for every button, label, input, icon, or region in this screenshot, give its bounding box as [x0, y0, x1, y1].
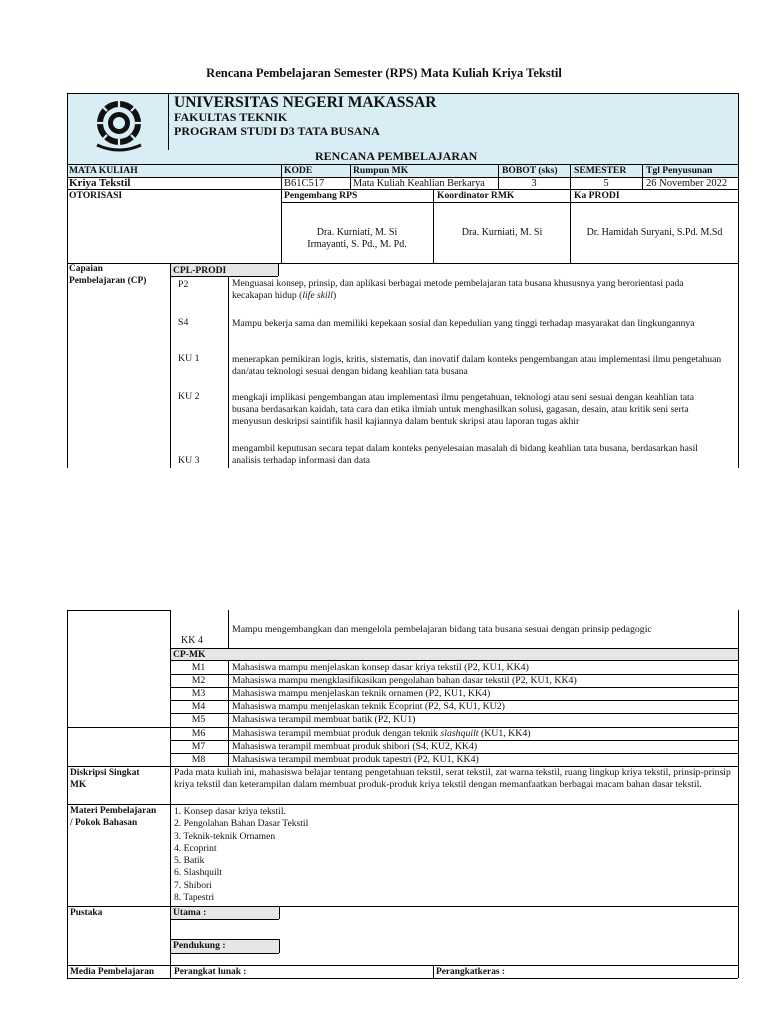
materi-label: Materi Pembelajaran: [70, 806, 157, 816]
cpl-code-p2: P2: [178, 279, 189, 290]
cpmk-text-m7: Mahasiswa terampil membuat produk shibori (S4, KU2, KK4): [232, 741, 478, 752]
label-semester: SEMESTER: [574, 165, 627, 176]
label-kode: KODE: [284, 165, 313, 176]
cpl-text-s4: Mampu bekerja sama dan memiliki kepekaan sosial dan kepedulian yang tinggi terhadap masyarakat dan lingkungannya: [232, 318, 695, 329]
cpmk-code-m3: M3: [191, 688, 206, 699]
materi-label-2: / Pokok Bahasan: [70, 818, 138, 828]
cpmk-text-m3: Mahasiswa mampu menjelaskan teknik ornamen (P2, KU1, KK4): [232, 688, 491, 699]
deskripsi-text: Pada mata kuliah ini, mahasiswa belajar tentang pengetahuan tekstil, serat tekstil, zat warna tekstil, ruang lingkup kriya tekstil, prinsip-prinsip kriya tekstil dan keterampilan dalam membuat produk-produk kriya tekstil dengan memanfaatkan berbagai macam bahan dasar tekstil.: [174, 767, 731, 791]
cpmk-code-m4: M4: [191, 701, 206, 712]
university-logo-icon: [89, 97, 149, 153]
cpmk-code-m8: M8: [191, 754, 206, 765]
perangkat-lunak-label: Perangkat lunak :: [174, 967, 247, 977]
cpmk-text-m2: Mahasiswa mampu mengklasifikasikan pengolahan bahan dasar tekstil (P2, KU1, KK4): [232, 675, 577, 686]
kk4-code: KK 4: [181, 635, 203, 646]
list-item: 1. Konsep dasar kriya tekstil.: [174, 806, 286, 817]
list-item: 7. Shibori: [174, 879, 212, 891]
label-tgl: Tgl Penyusunan: [646, 165, 713, 176]
cpl-text-ku2: mengkaji implikasi pengembangan atau implementasi ilmu pengetahuan, teknologi atau seni sesuai dengan keahlian tata busana berdasarkan kaidah, tata cara dan etika ilmiah untuk menghasilkan solusi, gagasan, desain, atau kritik seni serta menyusun deskripsi saintifik hasil kajiannya dalam bentuk skripsi atau laporan tugas akhir: [232, 392, 694, 427]
label-rumpun: Rumpun MK: [353, 165, 409, 176]
label-mata-kuliah: MATA KULIAH: [69, 165, 138, 176]
list-item: 3. Teknik-teknik Ornamen: [174, 830, 276, 842]
cpmk-text-m5: Mahasiswa terampil membuat batik (P2, KU1): [232, 714, 416, 725]
cpl-text-ku1: menerapkan pemikiran logis, kritis, sistematis, dan inovatif dalam konteks pengembangan atau implementasi ilmu pengetahuan dan/atau teknologi sesuai dengan bidang keahlian tata busana: [232, 354, 722, 377]
media-label: Media Pembelajaran: [70, 967, 155, 977]
cpl-text-p2: Menguasai konsep, prinsip, dan aplikasi berbagai metode pembelajaran tata busana khususnya yang berorientasi pada kecakapan hidup (life skill): [232, 278, 684, 301]
document-title: Rencana Pembelajaran Semester (RPS) Mata Kuliah Kriya Tekstil: [206, 66, 562, 80]
kaprodi-label: Ka PRODI: [574, 190, 620, 201]
cpmk-text-m1: Mahasiswa mampu menjelaskan konsep dasar kriya tekstil (P2, KU1, KK4): [232, 662, 529, 673]
value-mata-kuliah: Kriya Tekstil: [69, 177, 131, 189]
cpmk-code-m1: M1: [191, 662, 206, 673]
pengembang-1: Dra. Kurniati, M. Si: [316, 227, 398, 238]
value-kode: B61C517: [284, 178, 325, 189]
program-name: PROGRAM STUDI D3 TATA BUSANA: [174, 124, 380, 138]
value-rumpun: Mata Kuliah Keahlian Berkarya: [353, 178, 485, 189]
materi-list: [174, 806, 308, 904]
list-item: 4. Ecoprint: [174, 842, 217, 854]
cpmk-text-m4: Mahasiswa mampu menjelaskan teknik Ecoprint (P2, S4, KU1, KU2): [232, 701, 505, 712]
list-item: 5. Batik: [174, 855, 205, 867]
value-bobot: 3: [531, 178, 537, 189]
utama-label: Utama :: [171, 906, 279, 919]
faculty-name: FAKULTAS TEKNIK: [174, 110, 288, 124]
plan-title: RENCANA PEMBELAJARAN: [315, 149, 478, 163]
otorisasi-label: OTORISASI: [69, 190, 123, 201]
cpmk-code-m6: M6: [191, 728, 206, 739]
pengembang-2: Irmayanti, S. Pd., M. Pd.: [307, 239, 407, 250]
kaprodi-name: Dr. Hamidah Suryani, S.Pd. M.Sd: [586, 227, 723, 238]
pengembang-label: Pengembang RPS: [284, 190, 358, 201]
cpl-prodi-header: CPL-PRODI: [171, 264, 278, 276]
label-bobot: BOBOT (sks): [502, 165, 558, 176]
koordinator-label: Koordinator RMK: [437, 190, 515, 201]
pustaka-label: Pustaka: [70, 908, 103, 918]
cpmk-text-m6: Mahasiswa terampil membuat produk dengan teknik slashquilt (KU1, KK4): [232, 728, 531, 739]
cpl-code-s4: S4: [178, 317, 189, 328]
capaian-label-2: Pembelajaran (CP): [69, 276, 147, 286]
capaian-label: Capaian: [69, 264, 103, 274]
cpmk-code-m5: M5: [191, 714, 206, 725]
cpmk-text-m8: Mahasiswa terampil membuat produk tapestri (P2, KU1, KK4): [232, 754, 479, 765]
cpl-text-ku3: mengambil keputusan secara tepat dalam konteks penyelesaian masalah di bidang keahlian tata busana, berdasarkan hasil analisis terhadap informasi dan data: [232, 443, 698, 466]
cpl-code-ku1: KU 1: [178, 353, 200, 364]
koordinator-name: Dra. Kurniati, M. Si: [461, 227, 543, 238]
perangkat-keras-label: Perangkatkeras :: [436, 967, 505, 977]
cpmk-header: CP-MK: [171, 648, 738, 660]
cpmk-code-m2: M2: [191, 675, 206, 686]
value-tgl: 26 November 2022: [646, 178, 728, 189]
deskripsi-label: Diskripsi Singkat: [70, 768, 140, 778]
value-semester: 5: [603, 178, 609, 189]
university-name: UNIVERSITAS NEGERI MAKASSAR: [174, 94, 437, 111]
kk4-text: Mampu mengembangkan dan mengelola pembelajaran bidang tata busana sesuai dengan prinsip pedagogic: [232, 624, 652, 635]
pendukung-label: Pendukung :: [171, 939, 279, 953]
cpl-code-ku2: KU 2: [178, 391, 200, 402]
deskripsi-label-2: MK: [70, 780, 87, 790]
list-item: 2. Pengolahan Bahan Dasar Tekstil: [174, 818, 309, 830]
list-item: 8. Tapestri: [174, 892, 215, 904]
cpmk-code-m7: M7: [191, 741, 206, 752]
list-item: 6. Slashquilt: [174, 867, 222, 879]
cpl-code-ku3: KU 3: [178, 455, 200, 466]
